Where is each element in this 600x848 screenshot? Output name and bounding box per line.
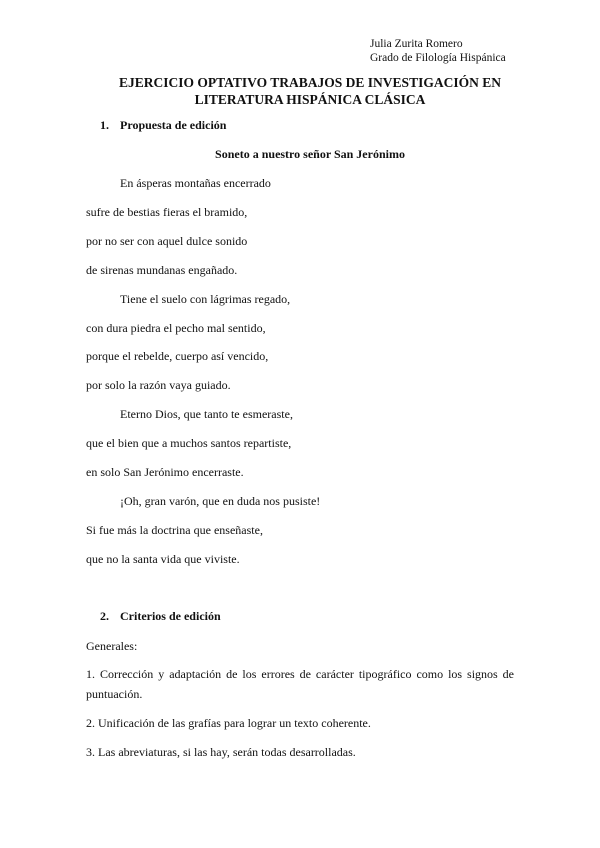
poem-verse: En ásperas montañas encerrado: [120, 176, 271, 190]
degree-name: Grado de Filología Hispánica: [370, 52, 506, 64]
poem-verse: por no ser con aquel dulce sonido: [86, 234, 248, 248]
author-header: [370, 37, 506, 65]
section-2-title: Criterios de edición: [120, 609, 221, 623]
poem-verse: que no la santa vida que viviste.: [86, 552, 240, 566]
poem-verse: sufre de bestias fieras el bramido,: [86, 205, 248, 219]
poem-verse: por solo la razón vaya guiado.: [86, 378, 231, 392]
poem-verse: en solo San Jerónimo encerraste.: [86, 465, 244, 479]
poem-verse: porque el rebelde, cuerpo así vencido,: [86, 349, 269, 363]
poem-verse: Eterno Dios, que tanto te esmeraste,: [120, 407, 293, 421]
criteria-item: 2. Unificación de las grafías para lograr un texto coherente.: [86, 716, 371, 730]
section-1-title: Propuesta de edición: [120, 118, 227, 132]
author-name: Julia Zurita Romero: [370, 38, 463, 50]
title-line-1: EJERCICIO OPTATIVO TRABAJOS DE INVESTIGACIÓN EN: [119, 75, 501, 90]
criteria-intro: Generales:: [86, 639, 138, 653]
poem-verse: con dura piedra el pecho mal sentido,: [86, 321, 266, 335]
section-2-heading: [100, 609, 221, 624]
poem-verse: de sirenas mundanas engañado.: [86, 263, 238, 277]
criteria-item: 3. Las abreviaturas, si las hay, serán todas desarrolladas.: [86, 745, 356, 759]
title-line-2: LITERATURA HISPÁNICA CLÁSICA: [194, 92, 426, 107]
section-1-heading: [100, 118, 226, 133]
criteria-item: 1. Corrección y adaptación de los errores de carácter tipográfico como los signos de puntuación.: [86, 667, 514, 701]
document-title: [60, 74, 560, 108]
section-1-number: 1.: [100, 118, 109, 132]
section-2-number: 2.: [100, 609, 109, 623]
poem-verse: que el bien que a muchos santos repartiste,: [86, 436, 292, 450]
poem-verse: Tiene el suelo con lágrimas regado,: [120, 292, 291, 306]
poem-title: Soneto a nuestro señor San Jerónimo: [215, 147, 405, 161]
poem-verse: Si fue más la doctrina que enseñaste,: [86, 523, 263, 537]
poem-verse: ¡Oh, gran varón, que en duda nos pusiste!: [120, 494, 321, 508]
